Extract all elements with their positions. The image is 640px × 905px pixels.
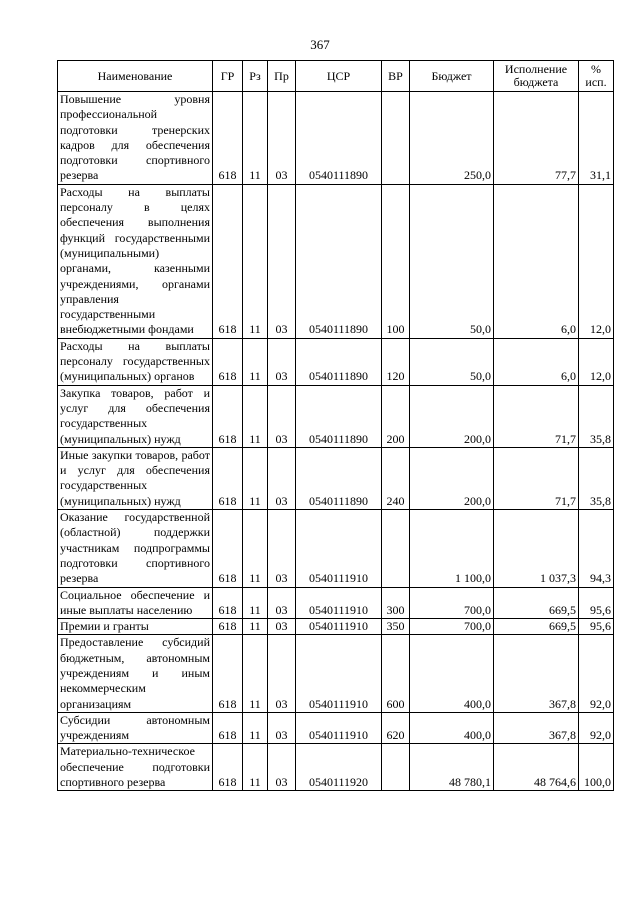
cell-vr — [382, 510, 410, 587]
cell-pr: 03 — [268, 635, 296, 712]
header-vr: ВР — [382, 61, 410, 92]
table-body — [58, 92, 614, 791]
cell-csr: 0540111890 — [296, 338, 382, 385]
cell-percent: 92,0 — [579, 712, 614, 744]
cell-budget: 400,0 — [410, 635, 494, 712]
cell-pr: 03 — [268, 619, 296, 635]
cell-gr: 618 — [213, 385, 243, 447]
header-pr: Пр — [268, 61, 296, 92]
cell-csr: 0540111890 — [296, 447, 382, 509]
cell-csr: 0540111920 — [296, 744, 382, 791]
cell-name: Премии и гранты — [58, 619, 213, 635]
cell-name: Материально-техническое обеспечение подготовки спортивного резерва — [58, 744, 213, 791]
table-row — [58, 619, 614, 635]
cell-rz: 11 — [243, 338, 268, 385]
cell-rz: 11 — [243, 385, 268, 447]
cell-percent: 100,0 — [579, 744, 614, 791]
cell-budget: 700,0 — [410, 619, 494, 635]
cell-name: Повышение уровня профессиональной подготовки тренерских кадров для обеспечения подготовки спортивного резерва — [58, 92, 213, 185]
cell-execution: 6,0 — [494, 338, 579, 385]
cell-percent: 31,1 — [579, 92, 614, 185]
header-name: Наименование — [58, 61, 213, 92]
table-row — [58, 587, 614, 619]
cell-budget: 200,0 — [410, 385, 494, 447]
cell-name: Расходы на выплаты персоналу государственных (муниципальных) органов — [58, 338, 213, 385]
cell-execution: 71,7 — [494, 447, 579, 509]
cell-gr: 618 — [213, 635, 243, 712]
cell-execution: 6,0 — [494, 184, 579, 338]
header-gr: ГР — [213, 61, 243, 92]
cell-vr: 620 — [382, 712, 410, 744]
cell-vr: 350 — [382, 619, 410, 635]
cell-name: Предоставление субсидий бюджетным, автономным учреждениям и иным некоммерческим организациям — [58, 635, 213, 712]
cell-budget: 50,0 — [410, 338, 494, 385]
table-row — [58, 447, 614, 509]
cell-percent: 35,8 — [579, 447, 614, 509]
cell-percent: 92,0 — [579, 635, 614, 712]
cell-rz: 11 — [243, 587, 268, 619]
table-row — [58, 92, 614, 185]
cell-rz: 11 — [243, 619, 268, 635]
cell-budget: 200,0 — [410, 447, 494, 509]
cell-name: Социальное обеспечение и иные выплаты населению — [58, 587, 213, 619]
cell-rz: 11 — [243, 184, 268, 338]
cell-execution: 367,8 — [494, 712, 579, 744]
cell-budget: 48 780,1 — [410, 744, 494, 791]
cell-csr: 0540111910 — [296, 712, 382, 744]
cell-rz: 11 — [243, 447, 268, 509]
cell-percent: 94,3 — [579, 510, 614, 587]
header-csr: ЦСР — [296, 61, 382, 92]
cell-pr: 03 — [268, 744, 296, 791]
cell-name: Оказание государственной (областной) поддержки участникам подпрограммы подготовки спортивного резерва — [58, 510, 213, 587]
cell-csr: 0540111910 — [296, 635, 382, 712]
cell-vr: 600 — [382, 635, 410, 712]
cell-gr: 618 — [213, 447, 243, 509]
cell-rz: 11 — [243, 712, 268, 744]
header-row — [58, 61, 614, 92]
table-row — [58, 712, 614, 744]
cell-budget: 250,0 — [410, 92, 494, 185]
table-row — [58, 385, 614, 447]
cell-pr: 03 — [268, 712, 296, 744]
cell-name: Иные закупки товаров, работ и услуг для обеспечения государственных (муниципальных) нужд — [58, 447, 213, 509]
cell-gr: 618 — [213, 92, 243, 185]
cell-percent: 12,0 — [579, 184, 614, 338]
cell-pr: 03 — [268, 184, 296, 338]
cell-rz: 11 — [243, 744, 268, 791]
cell-vr: 300 — [382, 587, 410, 619]
cell-pr: 03 — [268, 447, 296, 509]
cell-budget: 400,0 — [410, 712, 494, 744]
cell-execution: 367,8 — [494, 635, 579, 712]
cell-budget: 50,0 — [410, 184, 494, 338]
cell-budget: 700,0 — [410, 587, 494, 619]
cell-execution: 77,7 — [494, 92, 579, 185]
cell-pr: 03 — [268, 587, 296, 619]
cell-pr: 03 — [268, 338, 296, 385]
cell-rz: 11 — [243, 92, 268, 185]
cell-name: Субсидии автономным учреждениям — [58, 712, 213, 744]
cell-rz: 11 — [243, 510, 268, 587]
cell-gr: 618 — [213, 712, 243, 744]
cell-pr: 03 — [268, 92, 296, 185]
cell-execution: 669,5 — [494, 587, 579, 619]
cell-percent: 35,8 — [579, 385, 614, 447]
table-row — [58, 338, 614, 385]
cell-execution: 669,5 — [494, 619, 579, 635]
cell-csr: 0540111910 — [296, 510, 382, 587]
header-budget: Бюджет — [410, 61, 494, 92]
header-percent: % исп. — [579, 61, 614, 92]
cell-pr: 03 — [268, 385, 296, 447]
header-execution: Исполнение бюджета — [494, 61, 579, 92]
cell-pr: 03 — [268, 510, 296, 587]
table-row — [58, 635, 614, 712]
header-rz: Рз — [243, 61, 268, 92]
table-header — [58, 61, 614, 92]
cell-name: Расходы на выплаты персоналу в целях обеспечения выполнения функций государственными (муниципальными) органами, казенными учреждениями, органами управления государственными внебюджетными фондами — [58, 184, 213, 338]
cell-vr: 240 — [382, 447, 410, 509]
cell-percent: 95,6 — [579, 619, 614, 635]
cell-gr: 618 — [213, 510, 243, 587]
cell-csr: 0540111890 — [296, 92, 382, 185]
cell-vr: 100 — [382, 184, 410, 338]
table-row — [58, 510, 614, 587]
cell-name: Закупка товаров, работ и услуг для обеспечения государственных (муниципальных) нужд — [58, 385, 213, 447]
cell-vr: 200 — [382, 385, 410, 447]
table-row — [58, 184, 614, 338]
budget-table — [57, 60, 614, 791]
cell-execution: 48 764,6 — [494, 744, 579, 791]
cell-percent: 12,0 — [579, 338, 614, 385]
cell-execution: 71,7 — [494, 385, 579, 447]
cell-csr: 0540111910 — [296, 619, 382, 635]
cell-csr: 0540111890 — [296, 184, 382, 338]
cell-vr — [382, 92, 410, 185]
cell-csr: 0540111890 — [296, 385, 382, 447]
page-number: 367 — [310, 37, 330, 52]
cell-gr: 618 — [213, 587, 243, 619]
cell-rz: 11 — [243, 635, 268, 712]
table-row — [58, 744, 614, 791]
cell-budget: 1 100,0 — [410, 510, 494, 587]
cell-gr: 618 — [213, 619, 243, 635]
cell-percent: 95,6 — [579, 587, 614, 619]
cell-execution: 1 037,3 — [494, 510, 579, 587]
cell-gr: 618 — [213, 338, 243, 385]
cell-vr — [382, 744, 410, 791]
cell-csr: 0540111910 — [296, 587, 382, 619]
cell-gr: 618 — [213, 184, 243, 338]
cell-vr: 120 — [382, 338, 410, 385]
cell-gr: 618 — [213, 744, 243, 791]
